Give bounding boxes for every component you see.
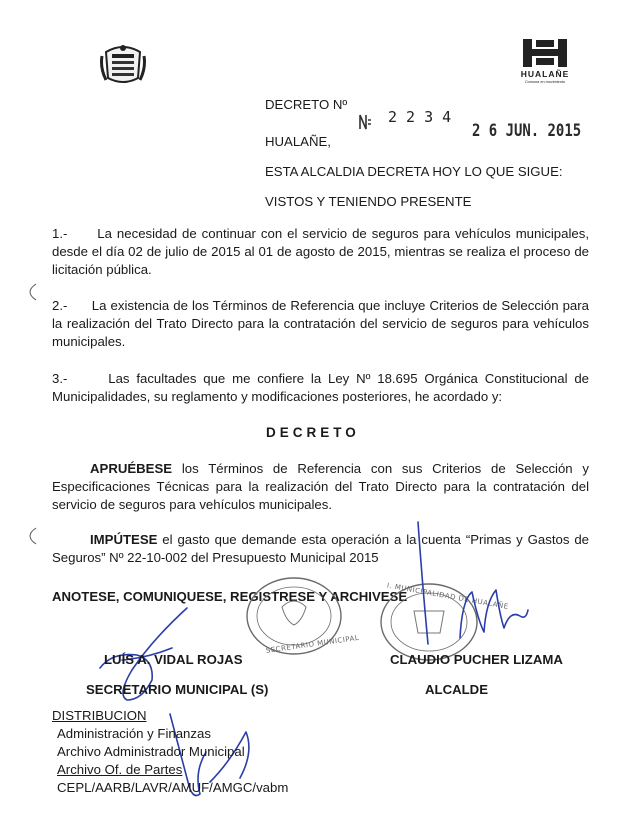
date-stamp: 2 6 JUN. 2015 xyxy=(472,121,582,141)
resolution-text: los Términos de Referencia con sus Criterios de Selección y Especificaciones Técnicas para la realización del Trato Directo para la contratación del servicio de seguros para vehículos municipales. xyxy=(52,461,589,512)
stamp-text: I. MUNICIPALIDAD DE HUALAÑE xyxy=(386,581,510,611)
consideration-text: La existencia de los Términos de Referencia que incluye Criterios de Selección para la realización del Trato Directo para la contratación del servicio de seguros para vehículos municipales. xyxy=(52,298,589,349)
alcaldia-line: ESTA ALCALDIA DECRETA HOY LO QUE SIGUE: xyxy=(265,164,563,179)
decreto-heading: DECRETO xyxy=(266,425,360,440)
resolution-lead: IMPÚTESE xyxy=(90,532,158,547)
closing-line: ANOTESE, COMUNIQUESE, REGISTRESE Y ARCHIVESE xyxy=(52,589,408,604)
consideration-text: La necesidad de continuar con el servicio de seguros para vehículos municipales, desde el día 02 de julio de 2015 al 01 de agosto de 2015, mientras se realiza el proceso de licitación pública. xyxy=(52,226,589,277)
hole-punch-mark xyxy=(22,282,38,302)
logo-tagline: Comuna en movimiento xyxy=(524,80,566,84)
hualane-logo xyxy=(515,38,575,94)
consideration-number: 2.- xyxy=(52,298,68,313)
resolution-1 xyxy=(52,460,589,514)
distribution-item: Archivo Administrador Municipal xyxy=(57,744,245,759)
distribution-item: Archivo Of. de Partes xyxy=(57,762,183,777)
consideration-number: 1.- xyxy=(52,226,68,241)
vistos-line: VISTOS Y TENIENDO PRESENTE xyxy=(265,194,472,209)
municipal-crest-logo xyxy=(98,42,148,88)
hole-punch-mark xyxy=(22,526,38,546)
secretary-stamp xyxy=(244,575,360,657)
numbering-mark-icon xyxy=(358,112,372,132)
distribution-item: Administración y Finanzas xyxy=(57,726,211,741)
secretary-title: SECRETARIO MUNICIPAL (S) xyxy=(86,682,269,697)
distribution-title: DISTRIBUCION xyxy=(52,708,147,723)
secretary-name: LUÍS A. VIDAL ROJAS xyxy=(104,652,243,667)
consideration-3 xyxy=(52,370,589,406)
consideration-1 xyxy=(52,225,589,279)
decreto-label: DECRETO Nº xyxy=(265,97,348,112)
decreto-number: 2 2 3 4 xyxy=(388,108,452,126)
place-label: HUALAÑE, xyxy=(265,134,331,149)
consideration-text: Las facultades que me confiere la Ley Nº 18.695 Orgánica Constitucional de Municipalidades, su reglamento y modificaciones posteriores, he acordado y: xyxy=(52,371,590,404)
mayor-title: ALCALDE xyxy=(425,682,489,697)
distribution-item: CEPL/AARB/LAVR/AMUF/AMGC/vabm xyxy=(57,780,289,795)
mayor-name: CLAUDIO PUCHER LIZAMA xyxy=(390,652,563,667)
consideration-2 xyxy=(52,297,589,351)
stamp-text: SECRETARIO MUNICIPAL xyxy=(265,633,360,655)
mayor-signature xyxy=(400,520,540,650)
consideration-number: 3.- xyxy=(52,371,68,386)
resolution-lead: APRUÉBESE xyxy=(90,461,173,476)
resolution-text: el gasto que demande esta operación a la cuenta “Primas y Gastos de Seguros” Nº 22-10-002 del Presupuesto Municipal 2015 xyxy=(52,532,589,565)
logo-name: HUALAÑE xyxy=(520,69,570,79)
h-logo-icon xyxy=(515,38,575,68)
